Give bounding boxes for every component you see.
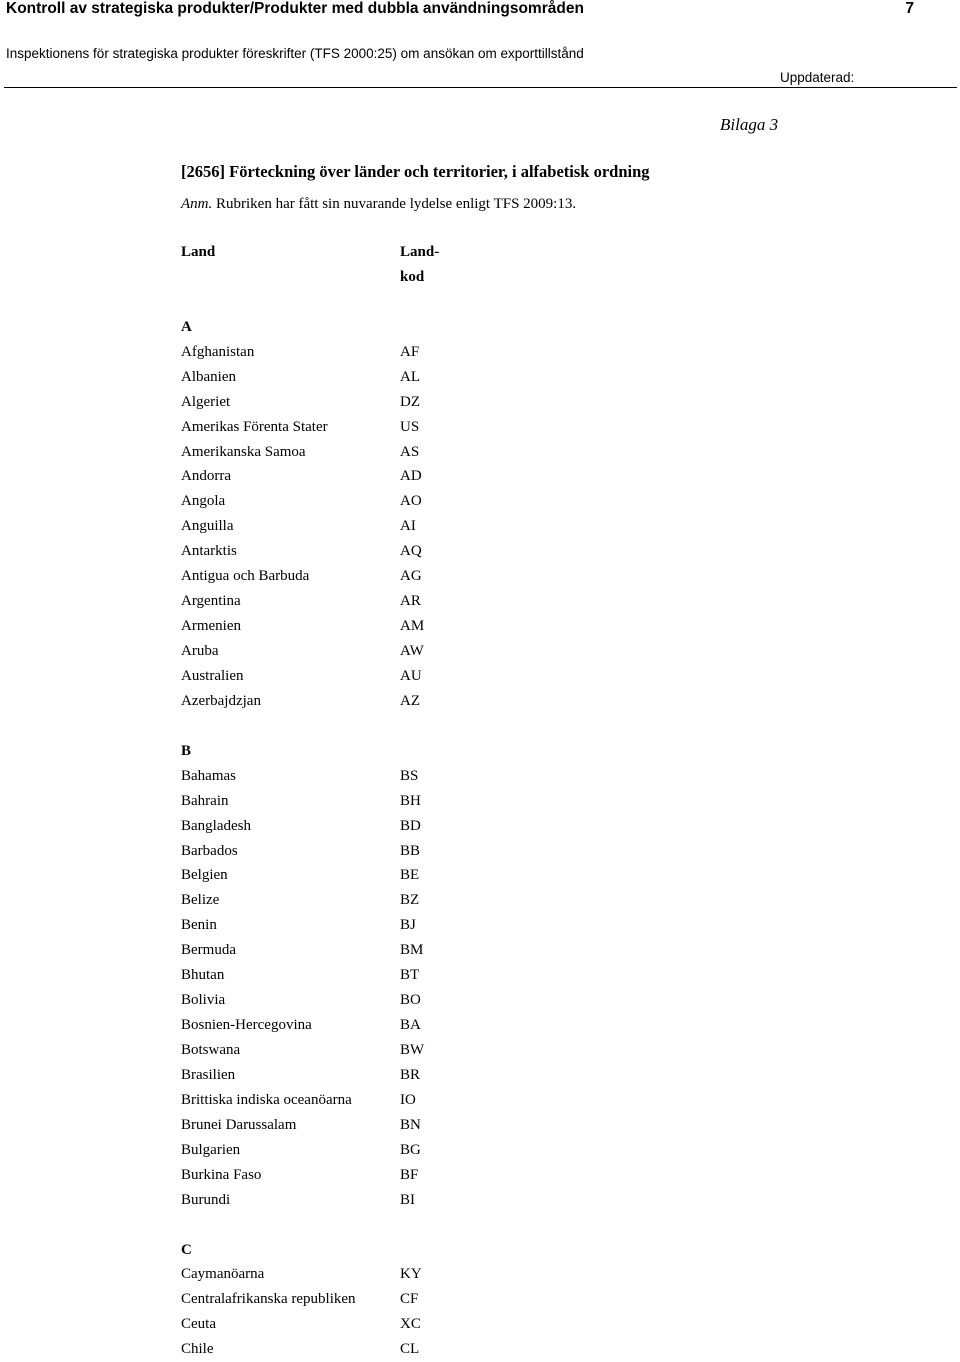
section-spacer xyxy=(181,290,501,315)
section-letter xyxy=(181,1238,501,1263)
country-name: Barbados xyxy=(181,842,238,859)
country-code: AU xyxy=(400,667,422,684)
country-code: BR xyxy=(400,1066,421,1083)
table-row xyxy=(181,489,501,514)
country-name: Aruba xyxy=(181,643,219,659)
country-name: Benin xyxy=(181,917,217,934)
table-row xyxy=(181,863,501,888)
table-row xyxy=(181,415,501,440)
country-code: BG xyxy=(400,1141,421,1158)
country-name: Belize xyxy=(181,892,220,909)
country-code: AL xyxy=(400,368,420,385)
country-code: AW xyxy=(400,643,424,659)
country-code: KY xyxy=(400,1266,422,1283)
country-code: BF xyxy=(400,1166,419,1183)
country-code: BD xyxy=(400,817,421,834)
country-code: BS xyxy=(400,767,419,784)
country-name: Brasilien xyxy=(181,1066,236,1083)
country-name: Ceuta xyxy=(181,1316,216,1333)
country-code: BI xyxy=(400,1191,415,1208)
country-name: Caymanöarna xyxy=(181,1266,265,1283)
country-name: Amerikas Förenta Stater xyxy=(181,418,328,435)
table-row xyxy=(181,340,501,365)
table-row xyxy=(181,664,501,689)
country-code: AI xyxy=(400,518,416,535)
table-row xyxy=(181,564,501,589)
table-row xyxy=(181,938,501,963)
section-spacer xyxy=(181,714,501,739)
table-row xyxy=(181,1138,501,1163)
table-row xyxy=(181,639,501,664)
table-row xyxy=(181,1088,501,1113)
table-row xyxy=(181,1188,501,1213)
table-row xyxy=(181,1113,501,1138)
country-code: BB xyxy=(400,842,421,859)
country-name: Centralafrikanska republiken xyxy=(181,1291,356,1308)
table-row xyxy=(181,963,501,988)
updated-label: Uppdaterad: xyxy=(780,70,855,85)
column-header-landkod-line1: Land- xyxy=(400,244,440,260)
country-code: AF xyxy=(400,343,420,360)
country-name: Bulgarien xyxy=(181,1141,241,1158)
country-code: AZ xyxy=(400,692,420,709)
note-text: Rubriken har fått sin nuvarande lydelse enligt TFS 2009:13. xyxy=(212,196,577,212)
country-name: Antigua och Barbuda xyxy=(181,568,310,585)
country-code: BH xyxy=(400,792,421,809)
country-name: Burkina Faso xyxy=(181,1166,262,1183)
country-name: Burundi xyxy=(181,1191,231,1208)
country-code-table xyxy=(181,240,501,1362)
country-code: DZ xyxy=(400,393,420,410)
table-row xyxy=(181,365,501,390)
table-row xyxy=(181,1163,501,1188)
country-name: Bosnien-Hercegovina xyxy=(181,1017,312,1034)
country-code: CF xyxy=(400,1291,419,1308)
table-row xyxy=(181,1262,501,1287)
country-name: Antarktis xyxy=(181,543,237,560)
country-code: AD xyxy=(400,468,422,485)
column-header-spacer xyxy=(181,265,400,290)
section-letter-label: A xyxy=(181,318,192,335)
table-row xyxy=(181,589,501,614)
table-row xyxy=(181,539,501,564)
page-number: 7 xyxy=(905,0,914,17)
country-code: BZ xyxy=(400,892,420,909)
section-letter-label: B xyxy=(181,742,192,759)
table-row xyxy=(181,913,501,938)
table-row xyxy=(181,1337,501,1362)
country-name: Argentina xyxy=(181,593,241,610)
table-row xyxy=(181,440,501,465)
country-name: Bermuda xyxy=(181,942,236,959)
country-name: Armenien xyxy=(181,618,241,635)
country-code: BM xyxy=(400,942,424,959)
country-name: Albanien xyxy=(181,368,236,385)
country-code: BT xyxy=(400,967,420,984)
amendment-note xyxy=(181,195,576,213)
country-name: Bahrain xyxy=(181,792,229,809)
country-name: Azerbajdzjan xyxy=(181,692,261,709)
country-code: CL xyxy=(400,1341,420,1358)
country-name: Belgien xyxy=(181,867,228,884)
country-code: IO xyxy=(400,1091,416,1108)
table-row xyxy=(181,839,501,864)
section-letter-label: C xyxy=(181,1241,192,1258)
country-code: AM xyxy=(400,618,425,635)
table-row xyxy=(181,689,501,714)
country-name: Botswana xyxy=(181,1042,241,1058)
table-row xyxy=(181,614,501,639)
country-name: Amerikanska Samoa xyxy=(181,443,306,460)
country-code: BW xyxy=(400,1042,425,1058)
table-row xyxy=(181,1063,501,1088)
country-name: Algeriet xyxy=(181,393,231,410)
table-row xyxy=(181,1013,501,1038)
country-code: AS xyxy=(400,443,420,460)
country-code: AG xyxy=(400,568,422,585)
country-code: BA xyxy=(400,1017,421,1034)
table-row xyxy=(181,514,501,539)
country-code: BO xyxy=(400,992,421,1009)
country-code: BE xyxy=(400,867,420,884)
table-row xyxy=(181,1287,501,1312)
table-header-row xyxy=(181,240,501,265)
country-name: Bolivia xyxy=(181,992,226,1009)
document-running-title: Kontroll av strategiska produkter/Produkter med dubbla användningsområden xyxy=(6,0,584,17)
document-running-subtitle: Inspektionens för strategiska produkter föreskrifter (TFS 2000:25) om ansökan om exporttillstånd xyxy=(6,46,584,61)
country-name: Bangladesh xyxy=(181,817,251,834)
section-letter xyxy=(181,315,501,340)
table-row xyxy=(181,789,501,814)
table-row xyxy=(181,764,501,789)
column-header-land: Land xyxy=(181,244,216,260)
country-name: Anguilla xyxy=(181,518,234,535)
table-row xyxy=(181,814,501,839)
country-code: XC xyxy=(400,1316,421,1333)
appendix-label: Bilaga 3 xyxy=(720,115,779,134)
country-code: US xyxy=(400,418,420,435)
country-name: Andorra xyxy=(181,468,231,485)
country-name: Brunei Darussalam xyxy=(181,1116,297,1133)
country-name: Bahamas xyxy=(181,767,236,784)
country-code: BJ xyxy=(400,917,416,934)
country-name: Australien xyxy=(181,667,244,684)
section-spacer xyxy=(181,1213,501,1238)
column-header-landkod-line2: kod xyxy=(400,268,425,285)
table-row xyxy=(181,1312,501,1337)
country-name: Chile xyxy=(181,1341,214,1358)
table-row xyxy=(181,1038,501,1063)
country-name: Angola xyxy=(181,493,226,510)
country-code: BN xyxy=(400,1116,421,1133)
section-letter xyxy=(181,739,501,764)
country-name: Bhutan xyxy=(181,967,225,984)
table-row xyxy=(181,464,501,489)
country-code: AO xyxy=(400,493,422,510)
header-divider xyxy=(4,87,957,88)
country-name: Afghanistan xyxy=(181,343,255,360)
table-row xyxy=(181,390,501,415)
table-header-row-2 xyxy=(181,265,501,290)
country-code: AR xyxy=(400,593,421,610)
note-label: Anm. xyxy=(181,196,213,212)
country-code: AQ xyxy=(400,543,422,560)
table-row xyxy=(181,888,501,913)
country-name: Brittiska indiska oceanöarna xyxy=(181,1091,352,1108)
table-row xyxy=(181,988,501,1013)
page-title: [2656] Förteckning över länder och territorier, i alfabetisk ordning xyxy=(181,162,650,181)
